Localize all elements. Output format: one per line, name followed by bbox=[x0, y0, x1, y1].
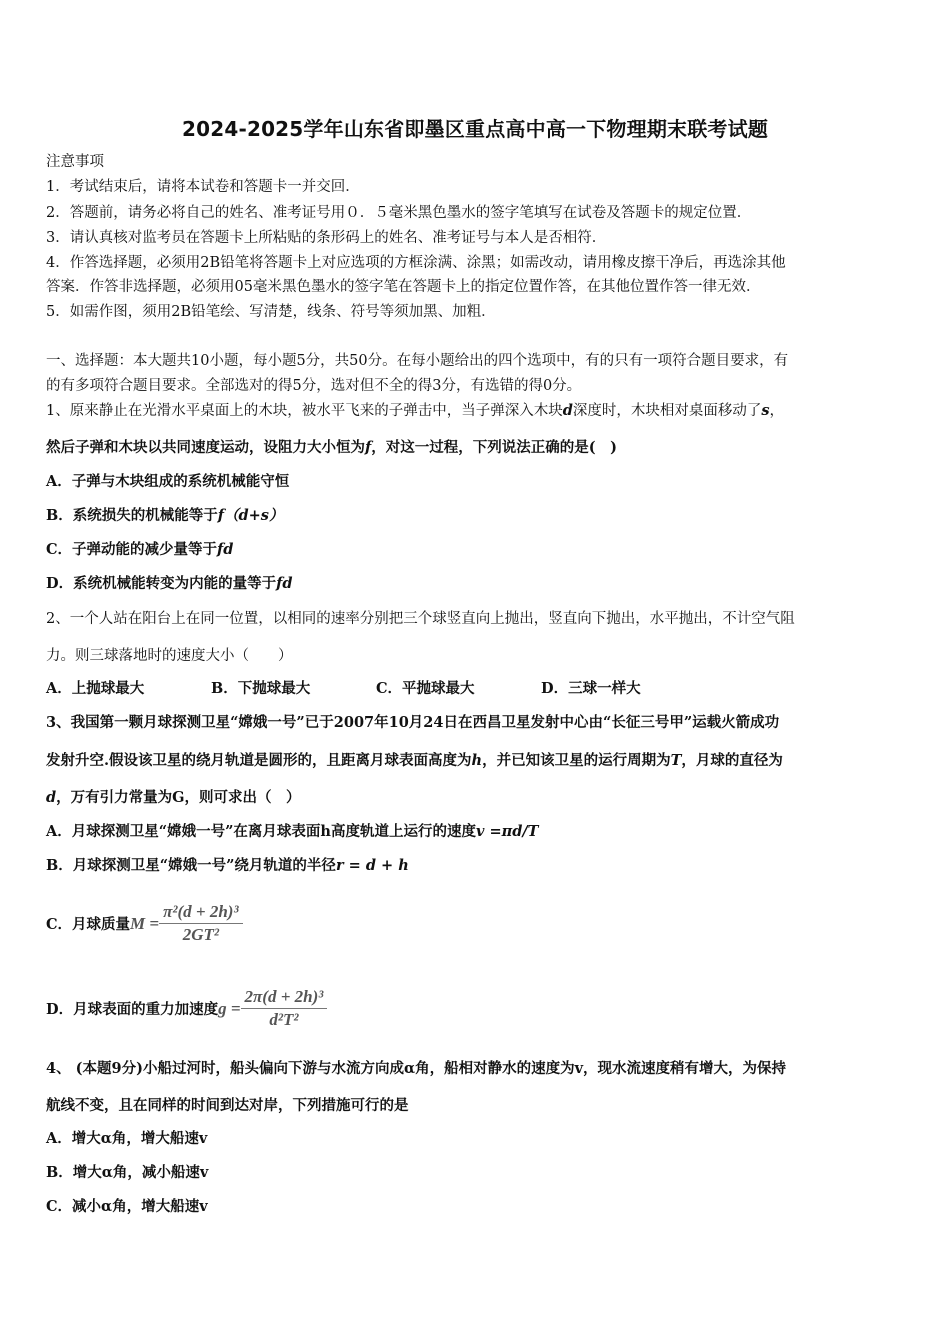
notice-item: 4．作答选择题，必须用2B铅笔将答题卡上对应选项的方框涂满、涂黑；如需改动，请用橡皮擦干净后，再选涂其他 bbox=[46, 255, 786, 271]
q2-option-c: C．平抛球最大 bbox=[376, 680, 475, 697]
question-4-stem: 航线不变，且在同样的时间到达对岸，下列措施可行的是 bbox=[46, 1097, 409, 1114]
q1-option-d: D．系统机械能转变为内能的量等于fd bbox=[46, 575, 293, 592]
notice-item: 2．答题前，请务必将自己的姓名、准考证号用０．５毫米黑色墨水的签字笔填写在试卷及答题卡的规定位置． bbox=[46, 205, 752, 221]
q3-option-a: A．月球探测卫星“嫦娥一号”在离月球表面h高度轨道上运行的速度v =πd/T bbox=[46, 823, 539, 840]
section-instruction: 一、选择题：本大题共10小题，每小题5分，共50分。在每小题给出的四个选项中，有的只有一项符合题目要求，有 bbox=[46, 353, 789, 369]
question-4-stem: 4、 (本题9分)小船过河时，船头偏向下游与水流方向成α角，船相对静水的速度为v，现水流速度稍有增大，为保持 bbox=[46, 1060, 787, 1077]
q1-option-c: C．子弹动能的减少量等于fd bbox=[46, 541, 234, 558]
q2-options bbox=[46, 680, 706, 698]
notice-item: 5．如需作图，须用2B铅笔绘、写清楚，线条、符号等须加黑、加粗． bbox=[46, 304, 496, 320]
q1-option-b: B．系统损失的机械能等于f（d+s） bbox=[46, 507, 284, 524]
notice-item: 1．考试结束后，请将本试卷和答题卡一并交回． bbox=[46, 179, 360, 195]
q4-option-c: C．减小α角，增大船速v bbox=[46, 1198, 208, 1215]
question-3-stem: 3、我国第一颗月球探测卫星“嫦娥一号”已于2007年10月24日在西昌卫星发射中心由“长征三号甲”运载火箭成功 bbox=[46, 714, 780, 731]
q4-option-b: B．增大α角，减小船速v bbox=[46, 1164, 209, 1181]
q1-option-a: A．子弹与木块组成的系统机械能守恒 bbox=[46, 473, 290, 490]
question-3-stem: 发射升空.假设该卫星的绕月轨道是圆形的，且距离月球表面高度为h，并已知该卫星的运行周期为T，月球的直径为 bbox=[46, 752, 783, 769]
q3-option-c: C．月球质量M = $\frac{\text{π²(d + 2h)³}}{\text{2GT²}}$ bbox=[46, 900, 243, 949]
q2-option-a: A．上抛球最大 bbox=[46, 680, 145, 697]
mass-formula: M = $\frac{\text{π²(d + 2h)³}}{\text{2GT²}}$ bbox=[130, 914, 243, 933]
notice-heading: 注意事项 bbox=[46, 154, 104, 170]
question-3-stem: d，万有引力常量为G，则可求出（ ） bbox=[46, 789, 301, 806]
question-2-stem: 2、一个人站在阳台上在同一位置，以相同的速率分别把三个球竖直向上抛出，竖直向下抛出，水平抛出，不计空气阻 bbox=[46, 611, 795, 627]
q2-option-b: B．下抛球最大 bbox=[211, 680, 311, 697]
page-title: 2024-2025学年山东省即墨区重点高中高一下物理期末联考试题 bbox=[181, 117, 769, 141]
q2-option-d: D．三球一样大 bbox=[541, 680, 641, 697]
notice-item: 答案．作答非选择题，必须用05毫米黑色墨水的签字笔在答题卡上的指定位置作答，在其他位置作答一律无效． bbox=[46, 279, 761, 295]
question-1-stem: 然后子弹和木块以共同速度运动，设阻力大小恒为f，对这一过程，下列说法正确的是( ) bbox=[46, 439, 617, 456]
question-1-stem: 1、原来静止在光滑水平桌面上的木块，被水平飞来的子弹击中，当子弹深入木块d深度时，木块相对桌面移动了s， bbox=[46, 402, 785, 419]
section-instruction: 的有多项符合题目要求。全部选对的得5分，选对但不全的得3分，有选错的得0分。 bbox=[46, 378, 582, 394]
notice-item: 3．请认真核对监考员在答题卡上所粘贴的条形码上的姓名、准考证号与本人是否相符． bbox=[46, 230, 607, 246]
q4-option-a: A．增大α角，增大船速v bbox=[46, 1130, 208, 1147]
question-2-stem: 力。则三球落地时的速度大小（ ） bbox=[46, 648, 293, 664]
gravity-formula: g = $\frac{\text{2π(d + 2h)³}}{\text{d²T²}}$ bbox=[218, 999, 327, 1018]
q3-option-b: B．月球探测卫星“嫦娥一号”绕月轨道的半径r = d + h bbox=[46, 857, 409, 874]
q3-option-d: D．月球表面的重力加速度g = $\frac{\text{2π(d + 2h)³}}{\text{d²T²}}$ bbox=[46, 985, 327, 1034]
